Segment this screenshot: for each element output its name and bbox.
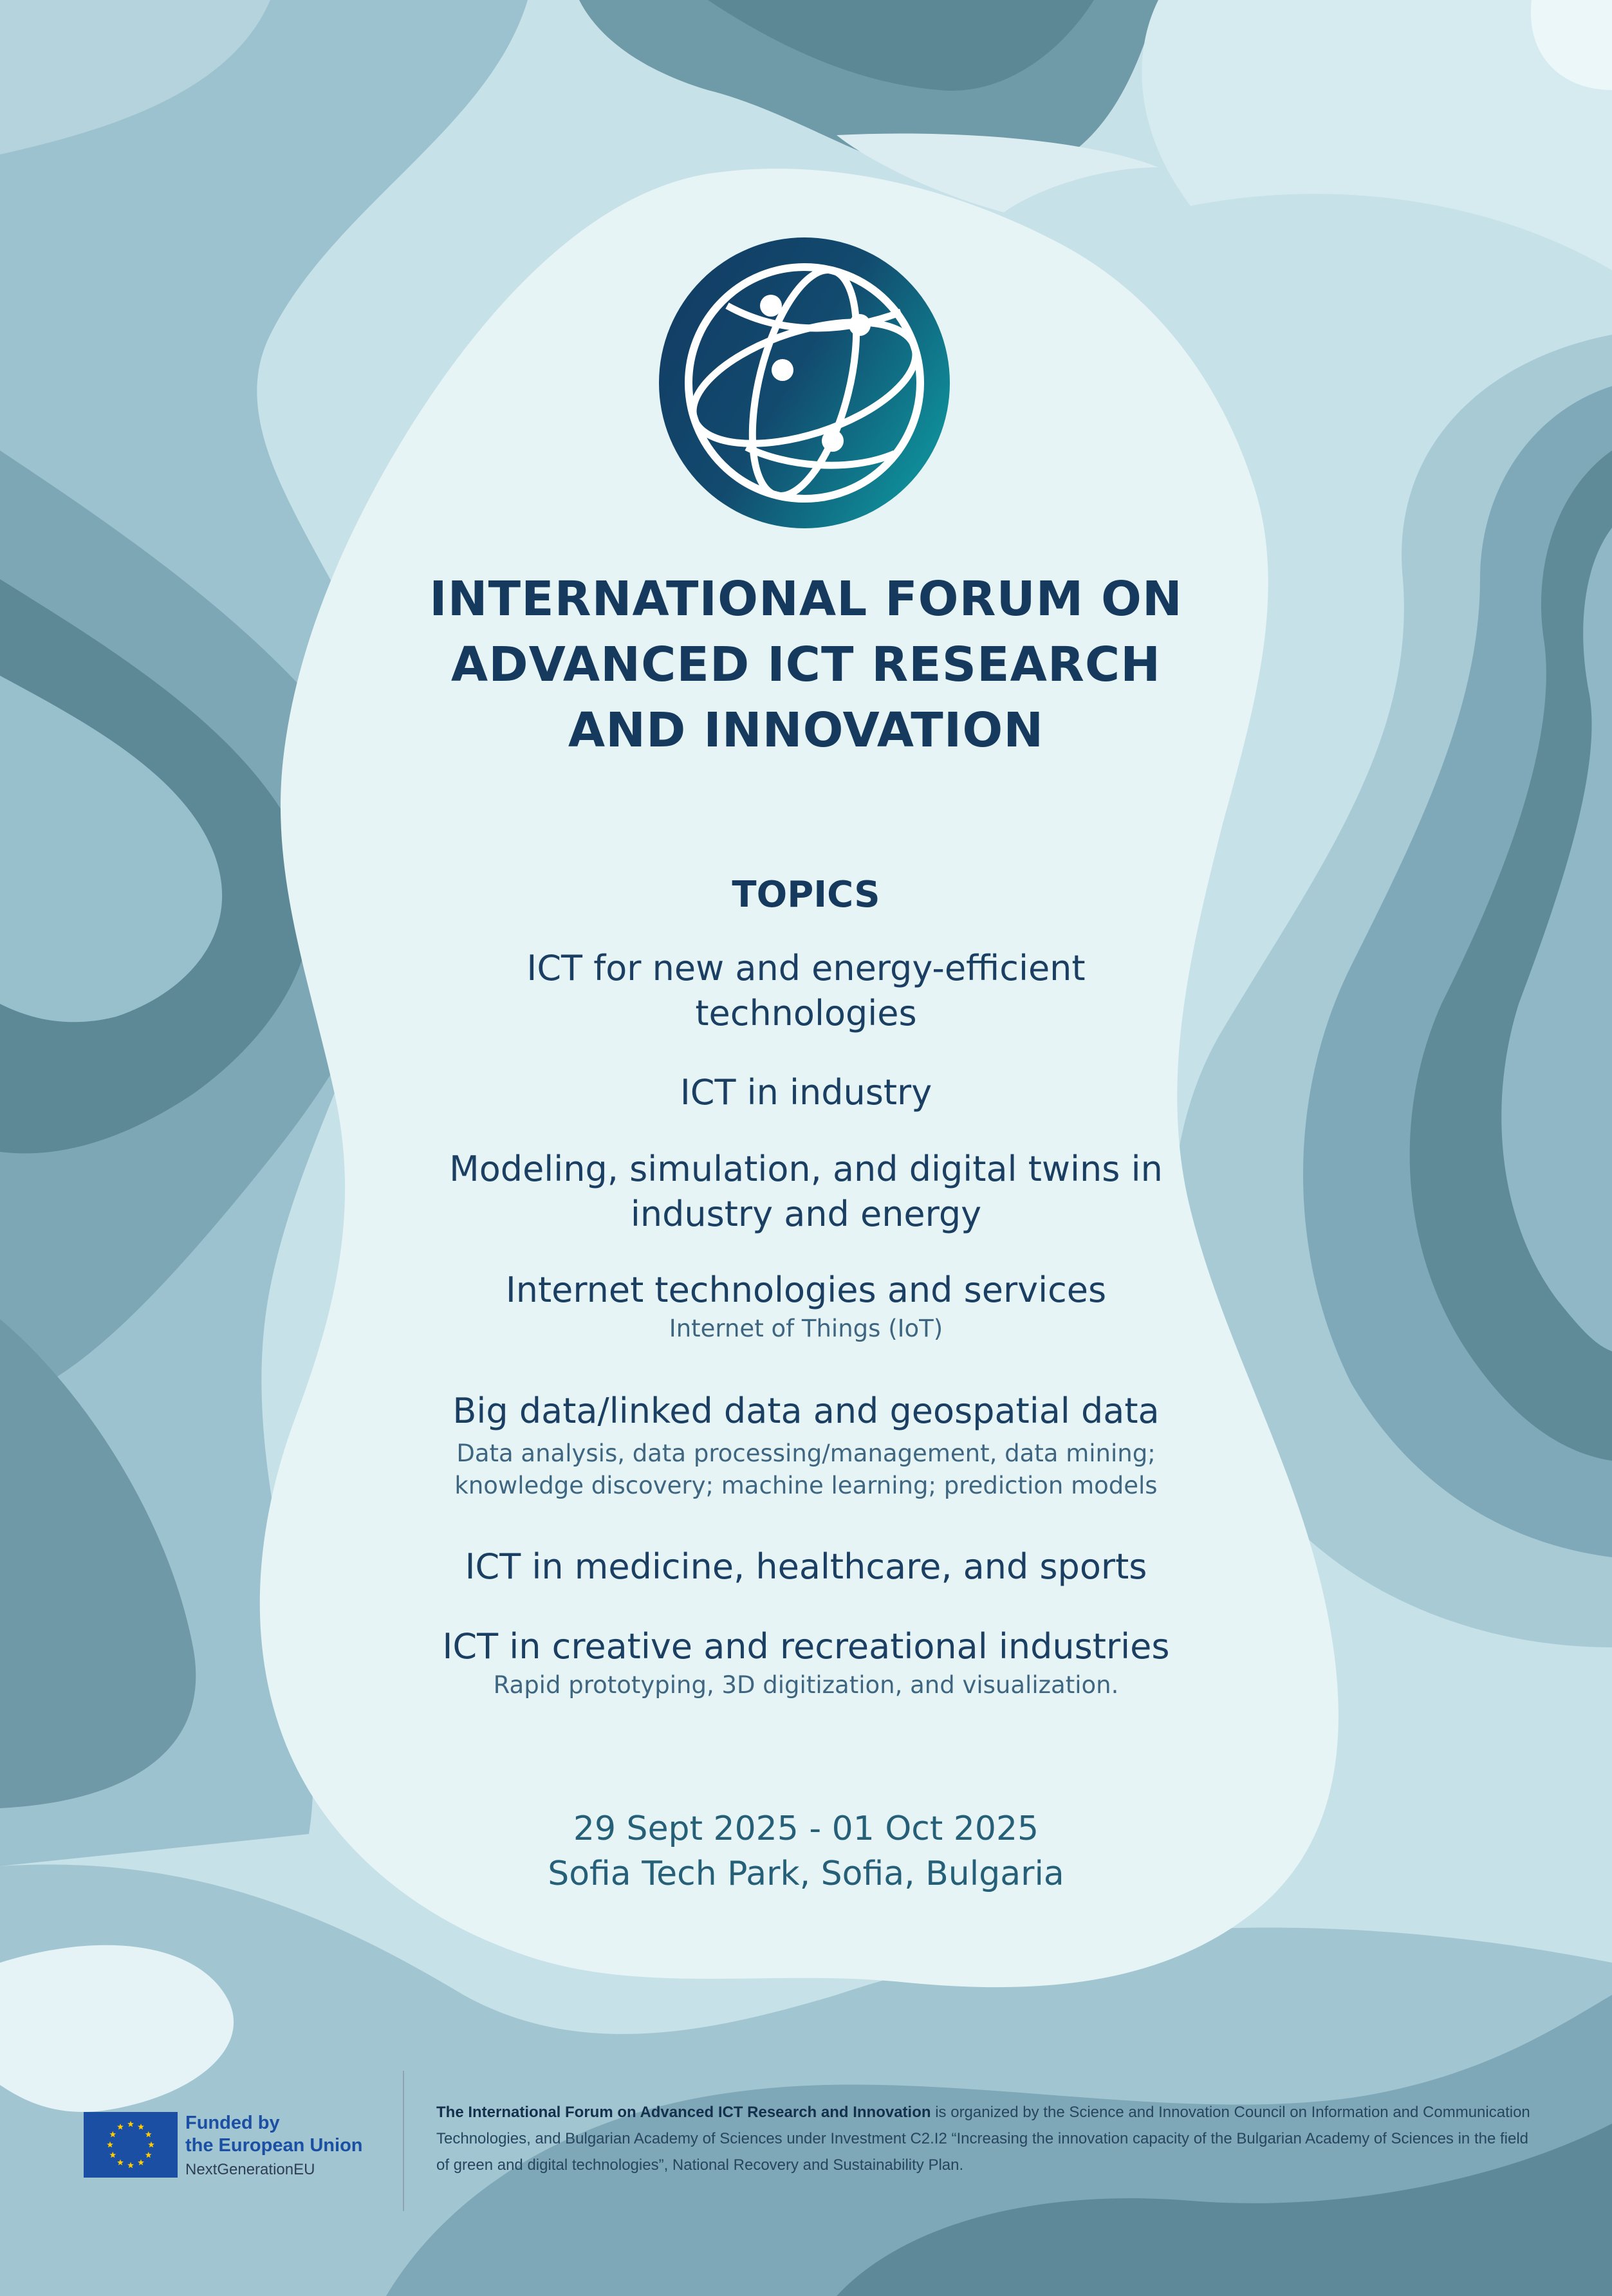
topic-title: Modeling, simulation, and digital twins in — [449, 1149, 1163, 1189]
title-line: ADVANCED ICT RESEARCH — [450, 637, 1162, 692]
event-venue: Sofia Tech Park, Sofia, Bulgaria — [548, 1855, 1064, 1893]
topic-title: ICT in medicine, healthcare, and sports — [465, 1546, 1147, 1587]
event-dates: 29 Sept 2025 - 01 Oct 2025 — [573, 1810, 1039, 1848]
topic-subtitle: Rapid prototyping, 3D digitization, and visualization. — [493, 1671, 1119, 1699]
topic-item — [0, 1268, 1612, 1345]
topic-title: Big data/linked data and geospatial data — [452, 1391, 1160, 1431]
topic-title: industry and energy — [630, 1194, 982, 1234]
topic-item — [0, 1624, 1612, 1701]
eu-flag-icon — [84, 2112, 178, 2178]
topic-title: ICT in industry — [680, 1072, 932, 1113]
globe-network-icon — [656, 235, 952, 531]
eu-line-2: the European Union — [185, 2135, 363, 2156]
topic-title: ICT for new and energy-efficient — [526, 948, 1086, 988]
topic-title: technologies — [695, 993, 917, 1033]
topics-heading: TOPICS — [732, 874, 880, 916]
footer-note — [436, 2099, 1543, 2178]
topic-subtitle: knowledge discovery; machine learning; prediction models — [454, 1472, 1158, 1499]
topic-item — [0, 1544, 1612, 1589]
eu-program-text: NextGenerationEU — [185, 2161, 315, 2178]
topic-item — [0, 1070, 1612, 1115]
topic-title: Internet technologies and services — [505, 1270, 1107, 1310]
forum-title — [0, 566, 1612, 763]
eu-line-1: Funded by — [185, 2113, 280, 2133]
footer-note-rest: is organized by the Science and Innovation Council on Information and Communication Technologies, and Bulgarian Academy of Sciences under Investment C2.I2 “Increasing the innovation capacity of the Bulgarian Academy of Sciences in the field of green and digital technologies”, National Recovery and Sustainability Plan. — [436, 2104, 1530, 2174]
eu-funded-text — [185, 2112, 468, 2157]
topic-item — [0, 1147, 1612, 1237]
topic-subtitle: Data analysis, data processing/management, data mining; — [456, 1440, 1156, 1467]
topic-subtitle: Internet of Things (IoT) — [669, 1315, 943, 1342]
event-details — [0, 1806, 1612, 1896]
footer-divider — [403, 2071, 404, 2211]
title-line: AND INNOVATION — [568, 703, 1044, 758]
topic-item — [0, 946, 1612, 1036]
topic-item — [0, 1389, 1612, 1502]
topic-title: ICT in creative and recreational industries — [442, 1626, 1170, 1667]
title-line: INTERNATIONAL FORUM ON — [429, 571, 1183, 627]
footer-note-bold: The International Forum on Advanced ICT Research and Innovation — [436, 2104, 931, 2121]
